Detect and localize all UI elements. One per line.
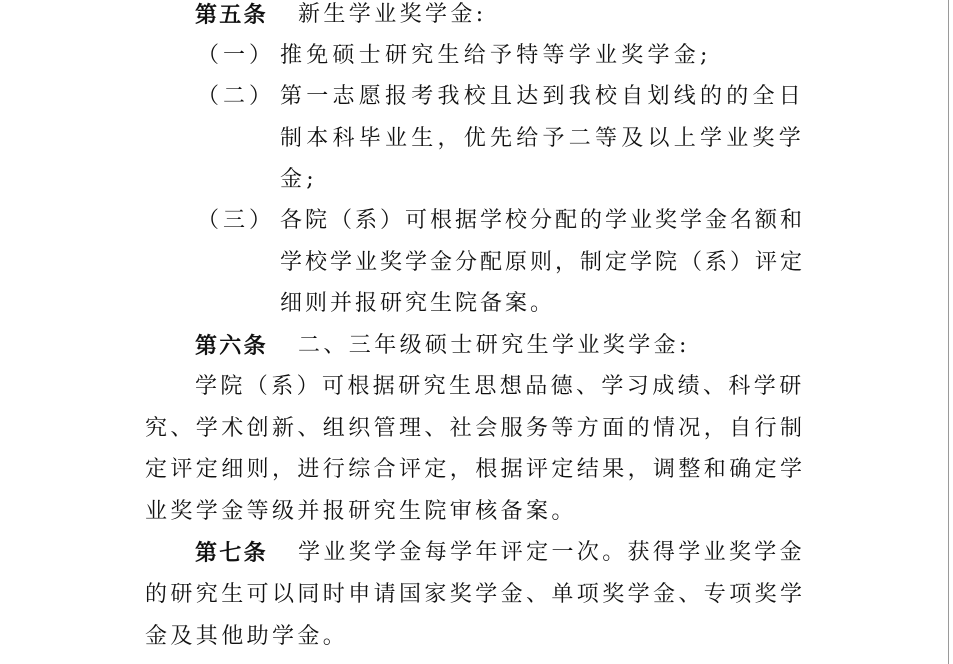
article-5-item-2-line: 金; <box>280 167 318 192</box>
article-7-body-line: 的研究生可以同时申请国家奖学金、单项奖学金、专项奖学 <box>145 582 806 607</box>
article-6-body-line: 定评定细则，进行综合评定，根据评定结果，调整和确定学 <box>145 457 806 482</box>
article-5-item-3-line: 细则并报研究生院备案。 <box>280 291 556 316</box>
article-5-item-3-number: （三） <box>197 208 276 233</box>
article-7-label: 第七条 <box>195 540 268 566</box>
article-5-title: 新生学业奖学金: <box>298 2 487 27</box>
article-5-item-3-line: 各院（系）可根据学校分配的学业奖学金名额和 <box>280 208 806 233</box>
article-6-title: 二、三年级硕士研究生学业奖学金: <box>298 333 690 358</box>
article-5-item-1-number: （一） <box>197 43 276 68</box>
article-6-label: 第六条 <box>195 333 268 359</box>
article-5-item-3-line: 学校学业奖学金分配原则，制定学院（系）评定 <box>280 250 806 275</box>
article-7-body-line: 金及其他助学金。 <box>145 624 349 649</box>
article-5-item-1-line: 推免硕士研究生给予特等学业奖学金; <box>280 43 712 68</box>
article-5-item-2-number: （二） <box>197 84 276 109</box>
article-6-body-line: 业奖学金等级并报研究生院审核备案。 <box>145 499 577 524</box>
article-7-body-line: 学业奖学金每学年评定一次。获得学业奖学金 <box>298 540 806 565</box>
article-5-label: 第五条 <box>195 2 268 28</box>
article-5-item-2-line: 制本科毕业生，优先给予二等及以上学业奖学 <box>280 126 806 151</box>
article-6-body-line: 学院（系）可根据研究生思想品德、学习成绩、科学研 <box>195 374 805 399</box>
article-5-item-2-line: 第一志愿报考我校且达到我校自划线的的全日 <box>280 84 806 109</box>
article-6-body-line: 究、学术创新、组织管理、社会服务等方面的情况，自行制 <box>145 416 806 441</box>
page-edge-divider <box>948 0 949 664</box>
